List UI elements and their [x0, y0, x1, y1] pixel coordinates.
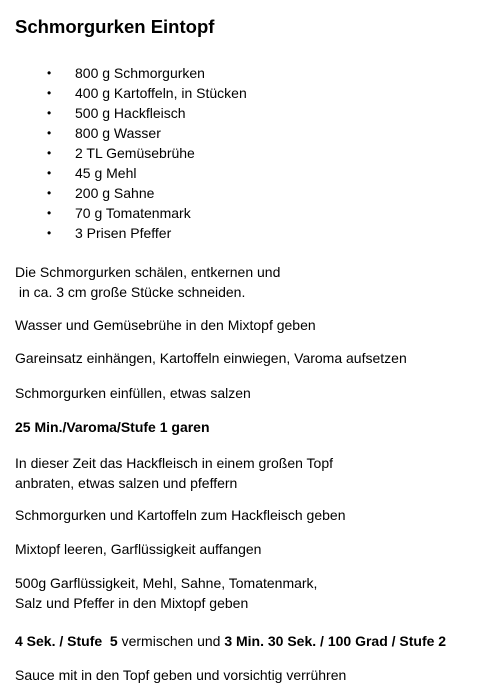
bullet-icon: •: [47, 106, 52, 120]
step-line: In dieser Zeit das Hackfleisch in einem großen Topf: [15, 455, 334, 471]
step-line: in ca. 3 cm große Stücke schneiden.: [15, 284, 246, 300]
bullet-icon: •: [47, 206, 52, 220]
recipe-title: Schmorgurken Eintopf: [15, 16, 215, 37]
mix-setting-2: 3 Min. 30 Sek. / 100 Grad / Stufe 2: [224, 633, 447, 649]
step-steamer: Gareinsatz einhängen, Kartoffeln einwiegen, Varoma aufsetzen: [15, 350, 407, 366]
bullet-icon: •: [47, 186, 52, 200]
bullet-icon: •: [47, 86, 52, 100]
step-line: anbraten, etwas salzen und pfeffern: [15, 475, 238, 491]
step-fill-cucumbers: Schmorgurken einfüllen, etwas salzen: [15, 385, 251, 401]
bullet-icon: •: [47, 226, 52, 240]
step-combine: Schmorgurken und Kartoffeln zum Hackfleisch geben: [15, 507, 346, 523]
step-fry-meat: [15, 453, 333, 493]
bullet-icon: •: [47, 166, 52, 180]
step-sauce-ingredients: [15, 573, 317, 613]
ingredient-text: 400 g Kartoffeln, in Stücken: [75, 85, 247, 101]
ingredient-text: 2 TL Gemüsebrühe: [75, 145, 195, 161]
ingredient-text: 70 g Tomatenmark: [75, 205, 191, 221]
step-peel-cut: [15, 262, 280, 302]
step-line: Salz und Pfeffer in den Mixtopf geben: [15, 595, 249, 611]
step-water-broth: Wasser und Gemüsebrühe in den Mixtopf geben: [15, 317, 316, 333]
bullet-icon: •: [47, 66, 52, 80]
step-empty-bowl: Mixtopf leeren, Garflüssigkeit auffangen: [15, 541, 262, 557]
step-cook-setting: 25 Min./Varoma/Stufe 1 garen: [15, 419, 210, 435]
step-stir-sauce: Sauce mit in den Topf geben und vorsichtig verrühren: [15, 667, 347, 683]
mix-connector: vermischen und: [117, 633, 225, 649]
step-mix-settings: [15, 631, 446, 651]
step-line: 500g Garflüssigkeit, Mehl, Sahne, Tomatenmark,: [15, 575, 318, 591]
step-line: Die Schmorgurken schälen, entkernen und: [15, 264, 281, 280]
ingredient-text: 3 Prisen Pfeffer: [75, 225, 172, 241]
ingredient-text: 200 g Sahne: [75, 185, 155, 201]
bullet-icon: •: [47, 146, 52, 160]
ingredient-text: 500 g Hackfleisch: [75, 105, 186, 121]
bullet-icon: •: [47, 126, 52, 140]
ingredient-text: 45 g Mehl: [75, 165, 137, 181]
mix-setting-1: 4 Sek. / Stufe 5: [15, 633, 118, 649]
ingredient-text: 800 g Wasser: [75, 125, 161, 141]
ingredient-text: 800 g Schmorgurken: [75, 65, 205, 81]
